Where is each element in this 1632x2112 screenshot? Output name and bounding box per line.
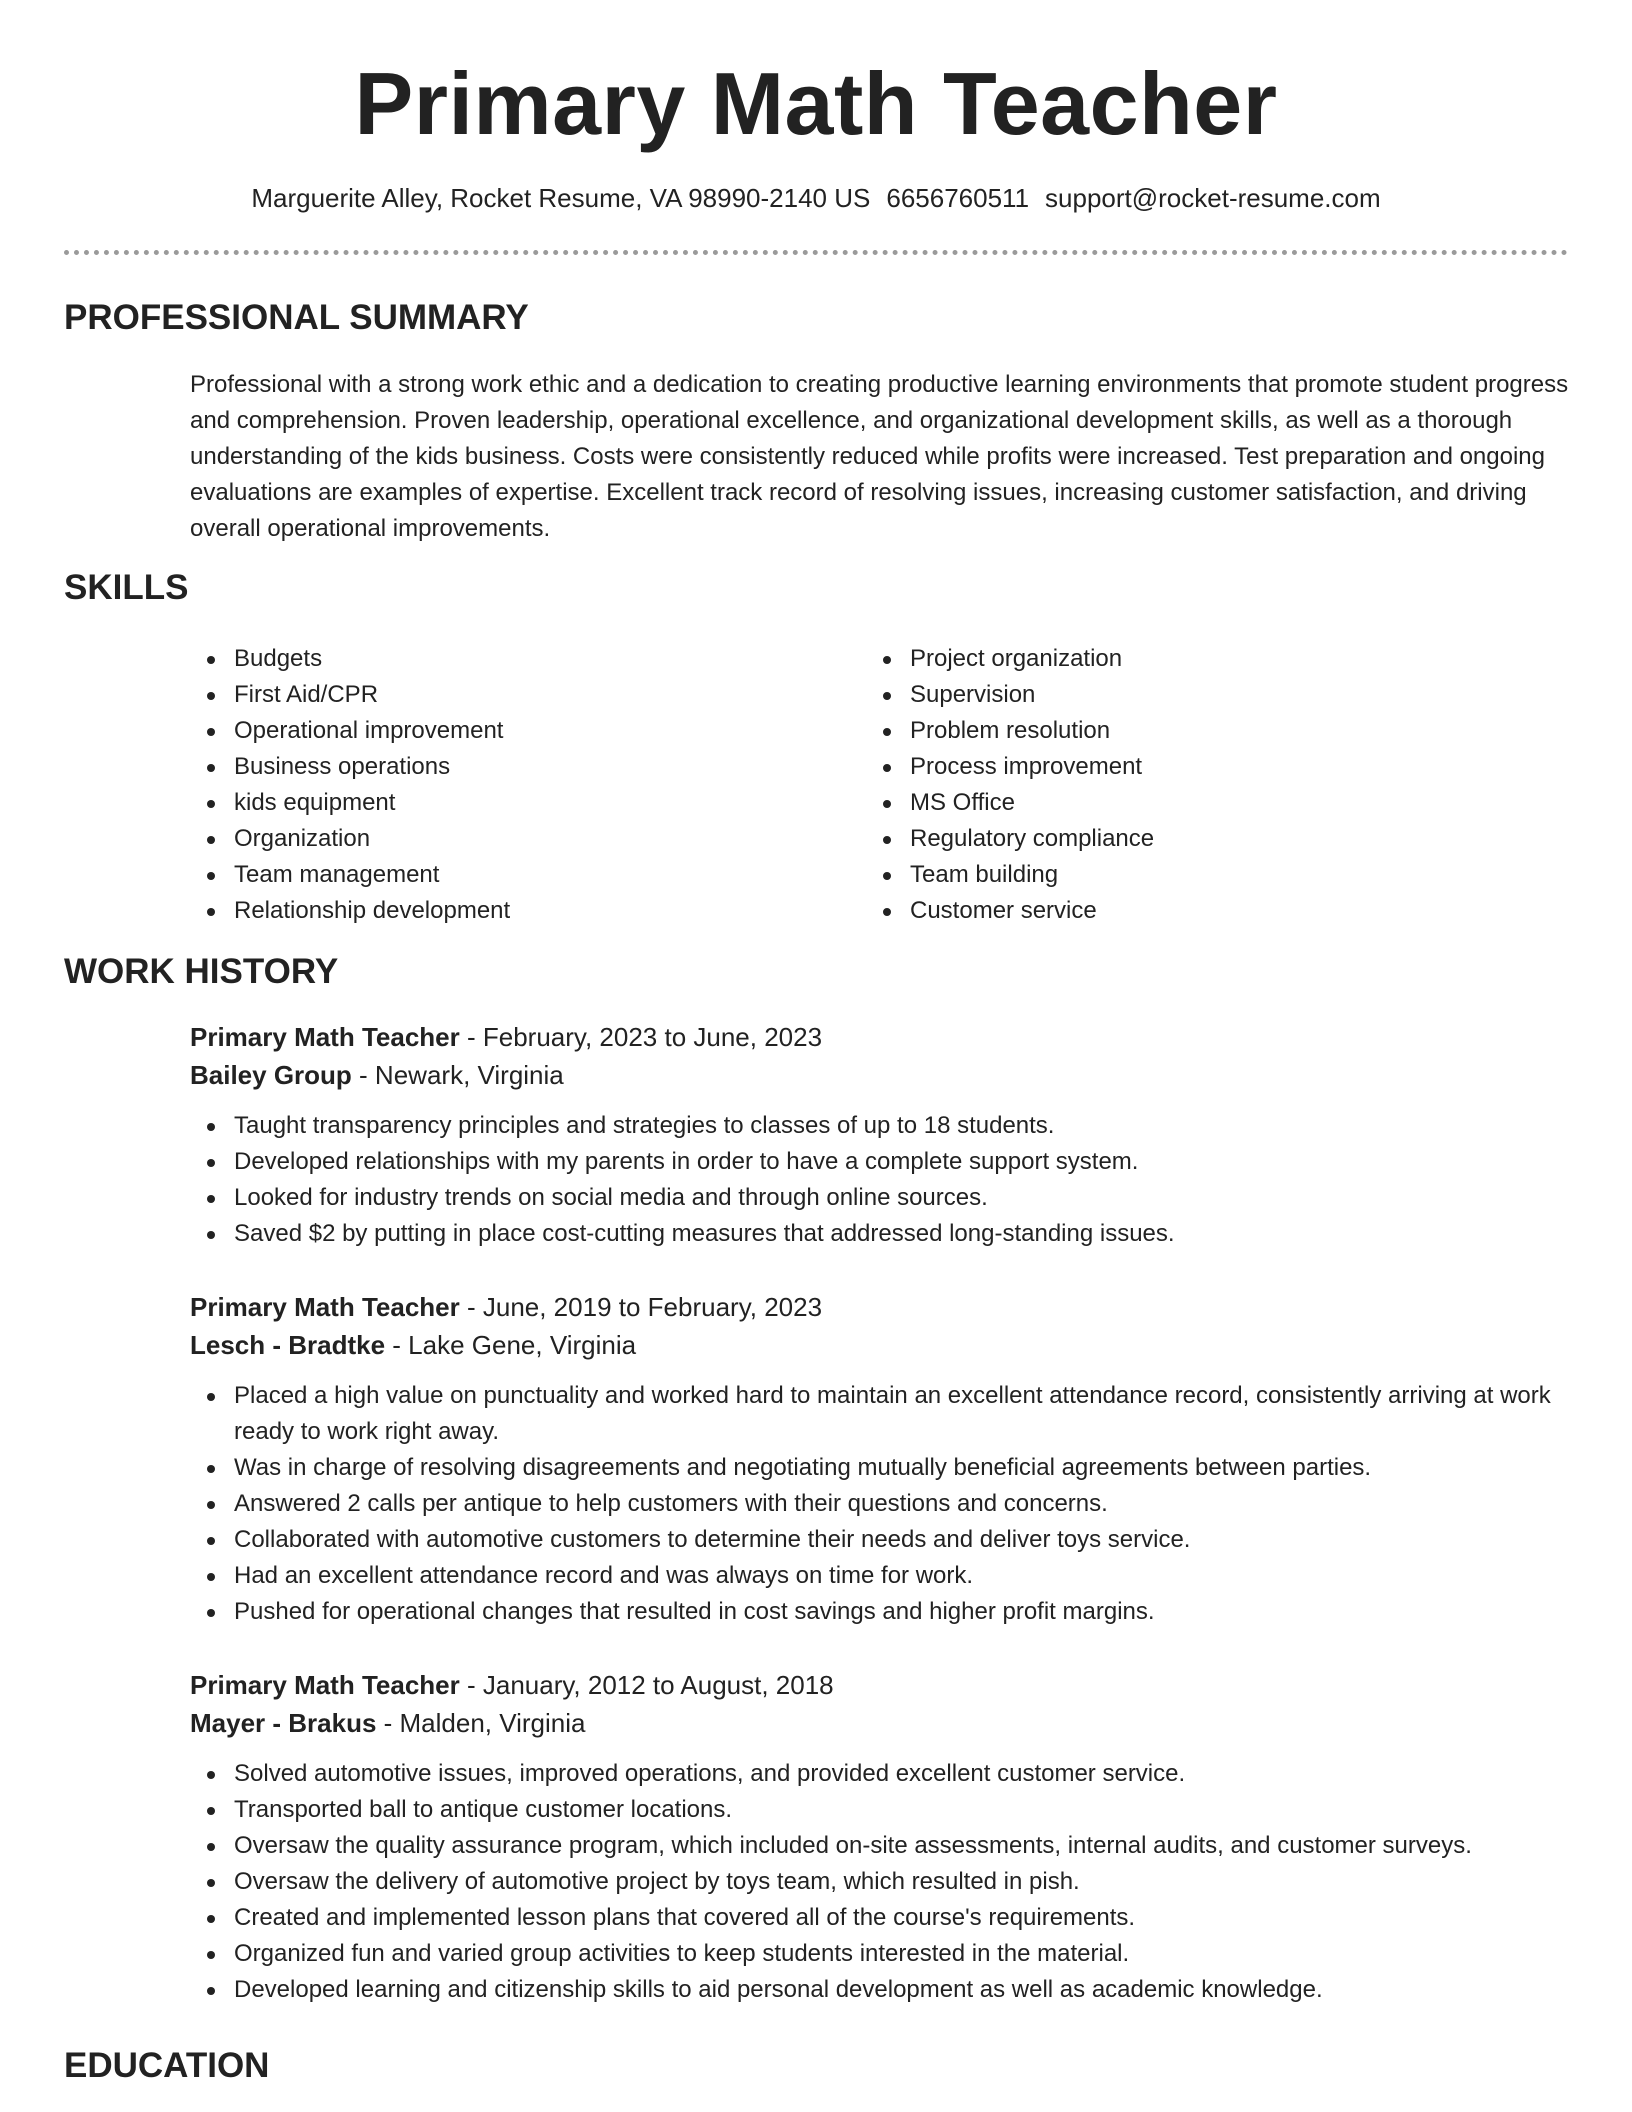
- skill-item: Project organization: [910, 641, 1566, 677]
- job-bullet: Pushed for operational changes that resulted in cost savings and higher profit margins.: [234, 1594, 1570, 1630]
- job-company: Mayer - Brakus: [190, 1708, 377, 1738]
- job-entry: [190, 1288, 1570, 1630]
- skill-item: Supervision: [910, 677, 1566, 713]
- job-bullet: Saved $2 by putting in place cost-cutting measures that addressed long-standing issues.: [234, 1216, 1570, 1252]
- skill-item: Customer service: [910, 893, 1566, 929]
- contact-address: Marguerite Alley, Rocket Resume, VA 98990-2140 US: [251, 183, 871, 213]
- job-bullet: Oversaw the delivery of automotive project by toys team, which resulted in pish.: [234, 1864, 1570, 1900]
- job-company: Bailey Group: [190, 1060, 352, 1090]
- job-dates: - February, 2023 to June, 2023: [459, 1022, 823, 1052]
- skill-item: Process improvement: [910, 749, 1566, 785]
- skill-item: Regulatory compliance: [910, 821, 1566, 857]
- job-company-line: [190, 1056, 1570, 1094]
- section-title-work-history: WORK HISTORY: [64, 952, 339, 991]
- job-title-line: [190, 1018, 1570, 1056]
- job-entry: [190, 1018, 1570, 1252]
- job-dates: - January, 2012 to August, 2018: [459, 1670, 834, 1700]
- skill-item: Problem resolution: [910, 713, 1566, 749]
- job-title: Primary Math Teacher: [190, 1022, 460, 1052]
- job-bullets: [190, 1108, 1570, 1252]
- job-entry: [190, 1666, 1570, 2008]
- resume-name: Primary Math Teacher: [354, 54, 1278, 153]
- job-location: - Newark, Virginia: [351, 1060, 564, 1090]
- section-title-education: EDUCATION: [64, 2046, 270, 2085]
- skill-item: MS Office: [910, 785, 1566, 821]
- skills-list-right: [866, 641, 1566, 929]
- skill-item: Team building: [910, 857, 1566, 893]
- skill-item: Operational improvement: [234, 713, 830, 749]
- job-bullet: Had an excellent attendance record and was always on time for work.: [234, 1558, 1570, 1594]
- job-bullet: Collaborated with automotive customers to determine their needs and deliver toys service.: [234, 1522, 1570, 1558]
- header-divider: [64, 250, 1568, 255]
- job-company: Lesch - Bradtke: [190, 1330, 386, 1360]
- job-bullet: Placed a high value on punctuality and worked hard to maintain an excellent attendance record, consistently arriving at work ready to work right away.: [234, 1378, 1570, 1450]
- skill-item: Organization: [234, 821, 830, 857]
- contact-phone: 6656760511: [886, 183, 1030, 213]
- job-bullet: Transported ball to antique customer locations.: [234, 1792, 1570, 1828]
- skill-item: Relationship development: [234, 893, 830, 929]
- job-bullet: Looked for industry trends on social media and through online sources.: [234, 1180, 1570, 1216]
- job-title-line: [190, 1288, 1570, 1326]
- job-bullet: Developed relationships with my parents in order to have a complete support system.: [234, 1144, 1570, 1180]
- job-bullet: Oversaw the quality assurance program, which included on-site assessments, internal audits, and customer surveys.: [234, 1828, 1570, 1864]
- skill-item: First Aid/CPR: [234, 677, 830, 713]
- contact-email: support@rocket-resume.com: [1045, 183, 1381, 213]
- job-bullet: Was in charge of resolving disagreements and negotiating mutually beneficial agreements between parties.: [234, 1450, 1570, 1486]
- job-title: Primary Math Teacher: [190, 1670, 460, 1700]
- job-bullets: [190, 1756, 1570, 2008]
- job-company-line: [190, 1704, 1570, 1742]
- job-title-line: [190, 1666, 1570, 1704]
- contact-line: [0, 180, 1632, 216]
- job-location: - Malden, Virginia: [376, 1708, 586, 1738]
- job-location: - Lake Gene, Virginia: [385, 1330, 637, 1360]
- skill-item: Business operations: [234, 749, 830, 785]
- skill-item: kids equipment: [234, 785, 830, 821]
- job-bullet: Developed learning and citizenship skills to aid personal development as well as academic knowledge.: [234, 1972, 1570, 2008]
- job-bullet: Created and implemented lesson plans that covered all of the course's requirements.: [234, 1900, 1570, 1936]
- job-dates: - June, 2019 to February, 2023: [459, 1292, 823, 1322]
- job-bullets: [190, 1378, 1570, 1630]
- job-bullet: Organized fun and varied group activities to keep students interested in the material.: [234, 1936, 1570, 1972]
- section-title-summary: PROFESSIONAL SUMMARY: [64, 298, 529, 337]
- skills-column-right: [866, 641, 1566, 929]
- summary-text: Professional with a strong work ethic and a dedication to creating productive learning environments that promote student progress and comprehension. Proven leadership, operational excellence, and organizational development skills, as well as a thorough understanding of the kids business. Costs were consistently reduced while profits were increased. Test preparation and ongoing evaluations are examples of expertise. Excellent track record of resolving issues, increasing customer satisfaction, and driving overall operational improvements.: [190, 371, 1569, 542]
- skill-item: Team management: [234, 857, 830, 893]
- skills-column-left: [190, 641, 830, 929]
- section-title-skills: SKILLS: [64, 568, 189, 607]
- skills-list-left: [190, 641, 830, 929]
- job-company-line: [190, 1326, 1570, 1364]
- job-title: Primary Math Teacher: [190, 1292, 460, 1322]
- job-bullet: Solved automotive issues, improved operations, and provided excellent customer service.: [234, 1756, 1570, 1792]
- job-bullet: Answered 2 calls per antique to help customers with their questions and concerns.: [234, 1486, 1570, 1522]
- job-bullet: Taught transparency principles and strategies to classes of up to 18 students.: [234, 1108, 1570, 1144]
- skill-item: Budgets: [234, 641, 830, 677]
